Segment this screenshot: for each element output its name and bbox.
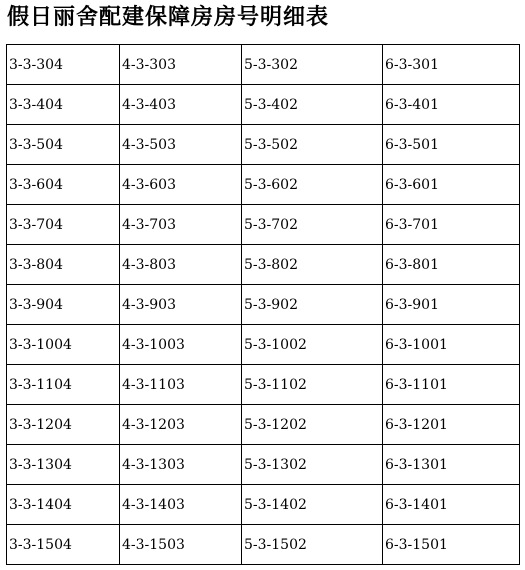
room-number-cell: 5-3-702	[242, 205, 383, 245]
room-number-cell: 5-3-1402	[242, 485, 383, 525]
room-number-cell: 4-3-1403	[120, 485, 242, 525]
table-row	[7, 325, 520, 365]
room-number-cell: 3-3-704	[7, 205, 120, 245]
room-number-cell: 6-3-401	[383, 85, 520, 125]
room-number-cell: 3-3-904	[7, 285, 120, 325]
room-number-cell: 5-3-1302	[242, 445, 383, 485]
room-number-cell: 4-3-303	[120, 45, 242, 85]
table-row	[7, 205, 520, 245]
room-number-cell: 4-3-1203	[120, 405, 242, 445]
room-number-cell: 5-3-502	[242, 125, 383, 165]
room-number-cell: 3-3-1204	[7, 405, 120, 445]
room-number-cell: 5-3-302	[242, 45, 383, 85]
room-number-cell: 6-3-501	[383, 125, 520, 165]
room-number-cell: 3-3-1104	[7, 365, 120, 405]
room-number-cell: 4-3-703	[120, 205, 242, 245]
room-number-cell: 3-3-804	[7, 245, 120, 285]
room-number-cell: 4-3-1303	[120, 445, 242, 485]
table-row	[7, 125, 520, 165]
room-number-cell: 5-3-602	[242, 165, 383, 205]
table-row	[7, 365, 520, 405]
table-row	[7, 525, 520, 565]
room-table-body	[7, 45, 520, 565]
room-number-cell: 5-3-802	[242, 245, 383, 285]
room-number-cell: 3-3-1004	[7, 325, 120, 365]
room-number-cell: 6-3-1001	[383, 325, 520, 365]
table-row	[7, 165, 520, 205]
room-number-cell: 6-3-701	[383, 205, 520, 245]
room-number-cell: 3-3-604	[7, 165, 120, 205]
room-number-cell: 5-3-1002	[242, 325, 383, 365]
table-row	[7, 45, 520, 85]
room-number-cell: 6-3-1201	[383, 405, 520, 445]
room-number-cell: 3-3-504	[7, 125, 120, 165]
room-number-cell: 6-3-1101	[383, 365, 520, 405]
room-number-cell: 5-3-902	[242, 285, 383, 325]
room-number-cell: 4-3-903	[120, 285, 242, 325]
table-row	[7, 85, 520, 125]
room-number-cell: 3-3-1404	[7, 485, 120, 525]
room-number-cell: 6-3-1501	[383, 525, 520, 565]
room-number-cell: 3-3-304	[7, 45, 120, 85]
table-row	[7, 445, 520, 485]
table-row	[7, 485, 520, 525]
room-number-cell: 4-3-1003	[120, 325, 242, 365]
room-number-cell: 4-3-1103	[120, 365, 242, 405]
table-row	[7, 245, 520, 285]
room-number-cell: 6-3-801	[383, 245, 520, 285]
table-row	[7, 285, 520, 325]
room-number-cell: 6-3-901	[383, 285, 520, 325]
room-number-cell: 6-3-301	[383, 45, 520, 85]
room-number-cell: 5-3-1502	[242, 525, 383, 565]
room-number-table	[6, 44, 520, 565]
document-title: 假日丽舍配建保障房房号明细表	[7, 5, 330, 30]
room-number-cell: 4-3-603	[120, 165, 242, 205]
room-number-cell: 3-3-1504	[7, 525, 120, 565]
table-row	[7, 405, 520, 445]
room-number-cell: 6-3-1401	[383, 485, 520, 525]
room-number-cell: 4-3-403	[120, 85, 242, 125]
room-number-cell: 4-3-1503	[120, 525, 242, 565]
room-number-cell: 5-3-1102	[242, 365, 383, 405]
room-number-cell: 4-3-803	[120, 245, 242, 285]
room-number-cell: 6-3-1301	[383, 445, 520, 485]
room-number-cell: 5-3-1202	[242, 405, 383, 445]
room-number-cell: 3-3-1304	[7, 445, 120, 485]
room-number-cell: 6-3-601	[383, 165, 520, 205]
room-number-cell: 4-3-503	[120, 125, 242, 165]
room-number-cell: 5-3-402	[242, 85, 383, 125]
room-number-cell: 3-3-404	[7, 85, 120, 125]
